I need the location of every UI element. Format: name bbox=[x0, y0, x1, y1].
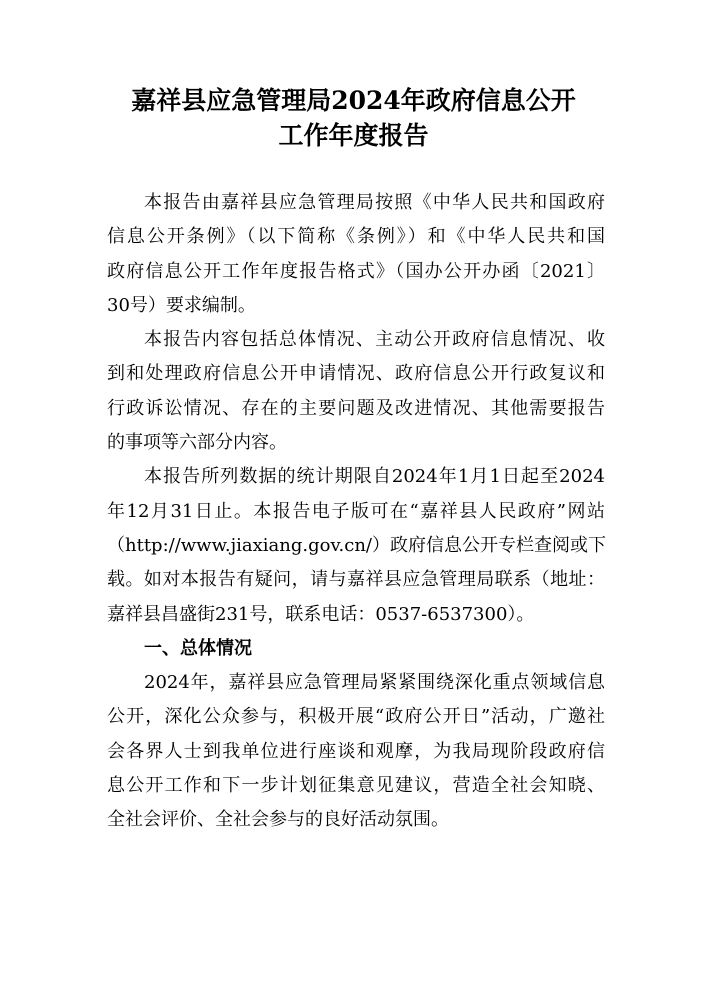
paragraph-2-line-1: 本报告内容包括总体情况、主动公开政府信息情况、收 bbox=[144, 329, 605, 351]
paragraph-1-line-4: 30号）要求编制。 bbox=[107, 294, 256, 316]
paragraph-4-line-4: 息公开工作和下一步计划征集意见建议，营造全社会知晓、 bbox=[107, 775, 605, 797]
document-body bbox=[107, 186, 605, 838]
paragraph-4-line-2: 公开，深化公众参与，积极开展“政府公开日”活动，广邀社 bbox=[107, 706, 605, 728]
paragraph-4-line-3: 会各界人士到我单位进行座谈和观摩，为我局现阶段政府信 bbox=[107, 740, 605, 762]
paragraph-2-line-4: 的事项等六部分内容。 bbox=[107, 432, 287, 454]
paragraph-3-line-3: （http://www.jiaxiang.gov.cn/）政府信息公开专栏查阅或下 bbox=[107, 534, 606, 556]
paragraph-4-line-5: 全社会评价、全社会参与的良好活动氛围。 bbox=[107, 809, 449, 831]
paragraph-3-line-2: 年12月31日止。本报告电子版可在“嘉祥县人民政府”网站 bbox=[107, 500, 605, 522]
paragraph-1-line-3: 政府信息公开工作年度报告格式》（国办公开办函〔2021〕 bbox=[107, 260, 605, 282]
paragraph-3-line-5: 嘉祥县昌盛街231号，联系电话：0537-6537300）。 bbox=[107, 603, 535, 625]
paragraph-1-line-1: 本报告由嘉祥县应急管理局按照《中华人民共和国政府 bbox=[144, 192, 605, 213]
paragraph-4-line-1: 2024年，嘉祥县应急管理局紧紧围绕深化重点领域信息 bbox=[144, 672, 605, 694]
paragraph-2-line-2: 到和处理政府信息公开申请情况、政府信息公开行政复议和 bbox=[107, 363, 605, 385]
paragraph-2-line-3: 行政诉讼情况、存在的主要问题及改进情况、其他需要报告 bbox=[107, 397, 605, 419]
section-heading-overview: 一、总体情况 bbox=[144, 637, 252, 659]
paragraph-3-line-1: 本报告所列数据的统计期限自2024年1月1日起至2024 bbox=[144, 466, 605, 488]
paragraph-3-line-4: 载。如对本报告有疑问，请与嘉祥县应急管理局联系（地址： bbox=[107, 569, 605, 591]
document-title-line-2: 工作年度报告 bbox=[278, 121, 429, 150]
document-title-line-1: 嘉祥县应急管理局2024年政府信息公开 bbox=[131, 86, 576, 115]
paragraph-1-line-2: 信息公开条例》（以下简称《条例》）和《中华人民共和国 bbox=[107, 226, 605, 248]
